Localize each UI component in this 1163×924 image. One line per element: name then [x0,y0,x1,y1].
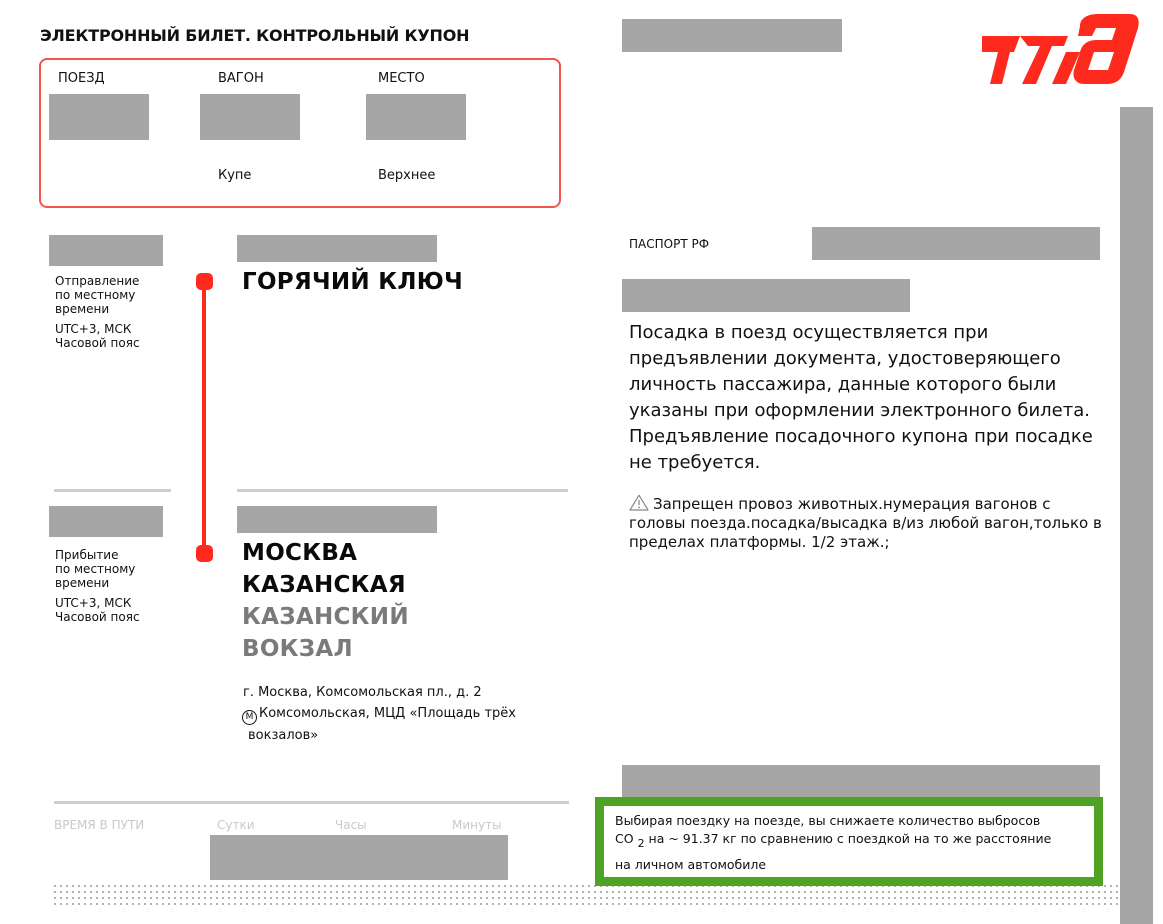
departure-time-note [55,274,140,356]
eco-line-1: Выбирая поездку на поезде, вы снижаете количество выбросов [615,813,1041,828]
departure-note-line: времени [55,302,110,316]
route-line [202,282,206,552]
train-label: ПОЕЗД [58,71,105,86]
warning-note [629,494,1109,552]
arrival-note-line: времени [55,576,110,590]
redacted-passport-number [812,227,1100,260]
redacted-departure-time [49,235,163,266]
eco-line-2 [615,830,1095,853]
co2-subscript: 2 [637,837,645,850]
redacted-departure-date [237,235,437,262]
eco-info-box [595,797,1103,886]
eco-text [615,812,1095,877]
passport-label: ПАСПОРТ РФ [629,237,710,251]
coupon-box [39,58,561,208]
arrival-terminal-line: ВОКЗАЛ [242,636,353,662]
arrival-time-note [55,548,140,630]
redacted-seat-number [366,94,466,140]
dotted-tear-line [52,883,1120,907]
divider [237,489,568,492]
redacted-side-strip [1120,107,1153,924]
warning-triangle-icon [629,494,649,511]
travel-days-label: Сутки [217,818,255,832]
arrival-terminal-line: КАЗАНСКИЙ [242,604,409,630]
divider [54,489,171,492]
arrival-dot-icon [196,545,213,562]
redacted-footer-field [622,765,1100,798]
metro-station: Комсомольская, МЦД «Площадь трёх [259,706,516,721]
arrival-address-block [243,682,563,746]
rzd-logo-icon [980,12,1140,84]
metro-icon: М [242,710,257,725]
arrival-station-line: МОСКВА [242,540,358,566]
departure-timezone-label: Часовой пояс [55,336,140,350]
eco-line-3: на личном автомобиле [615,857,767,872]
arrival-note-line: по местному [55,562,136,576]
eco-saving-text: на ~ 91.37 кг по сравнению с поездкой на то же расстояние [644,831,1052,846]
boarding-info-text: Посадка в поезд осуществляется при предъявлении документа, удостоверяющего личность пассажира, данные которого были указаны при оформлении электронного билета. Предъявление посадочного купона при посадке не требуется. [629,322,1093,473]
document-title: ЭЛЕКТРОННЫЙ БИЛЕТ. КОНТРОЛЬНЫЙ КУПОН [40,26,470,45]
metro-station-cont: вокзалов» [248,728,319,743]
departure-note-line: Отправление [55,274,140,288]
arrival-station-block [242,537,409,665]
warning-text: Запрещен провоз животных.нумерация вагонов с головы поезда.посадка/высадка в/из любой вагон,только в пределах платформы. 1/2 этаж.; [629,495,1102,551]
departure-timezone: UTC+3, МСК [55,322,132,336]
redacted-arrival-date [237,506,437,533]
departure-note-line: по местному [55,288,136,302]
redacted-car-number [200,94,300,140]
arrival-timezone-label: Часовой пояс [55,610,140,624]
redacted-arrival-time [49,506,163,537]
redacted-passenger-name [622,279,910,312]
station-address: г. Москва, Комсомольская пл., д. 2 [243,685,482,700]
travel-time-label: ВРЕМЯ В ПУТИ [54,818,145,832]
travel-hours-label: Часы [335,818,367,832]
departure-dot-icon [196,273,213,290]
redacted-train-number [49,94,149,140]
departure-station: ГОРЯЧИЙ КЛЮЧ [242,269,463,295]
divider [54,801,569,804]
car-type: Купе [218,168,252,183]
arrival-station-line: КАЗАНСКАЯ [242,572,406,598]
seat-type: Верхнее [378,168,436,183]
redacted-travel-duration [210,835,508,880]
travel-minutes-label: Минуты [452,818,502,832]
co-label: CO [615,831,634,846]
arrival-note-line: Прибытие [55,548,119,562]
seat-label: МЕСТО [378,71,425,86]
arrival-timezone: UTC+3, МСК [55,596,132,610]
car-label: ВАГОН [218,71,264,86]
metro-info [242,703,563,725]
redacted-header-field [622,19,842,52]
